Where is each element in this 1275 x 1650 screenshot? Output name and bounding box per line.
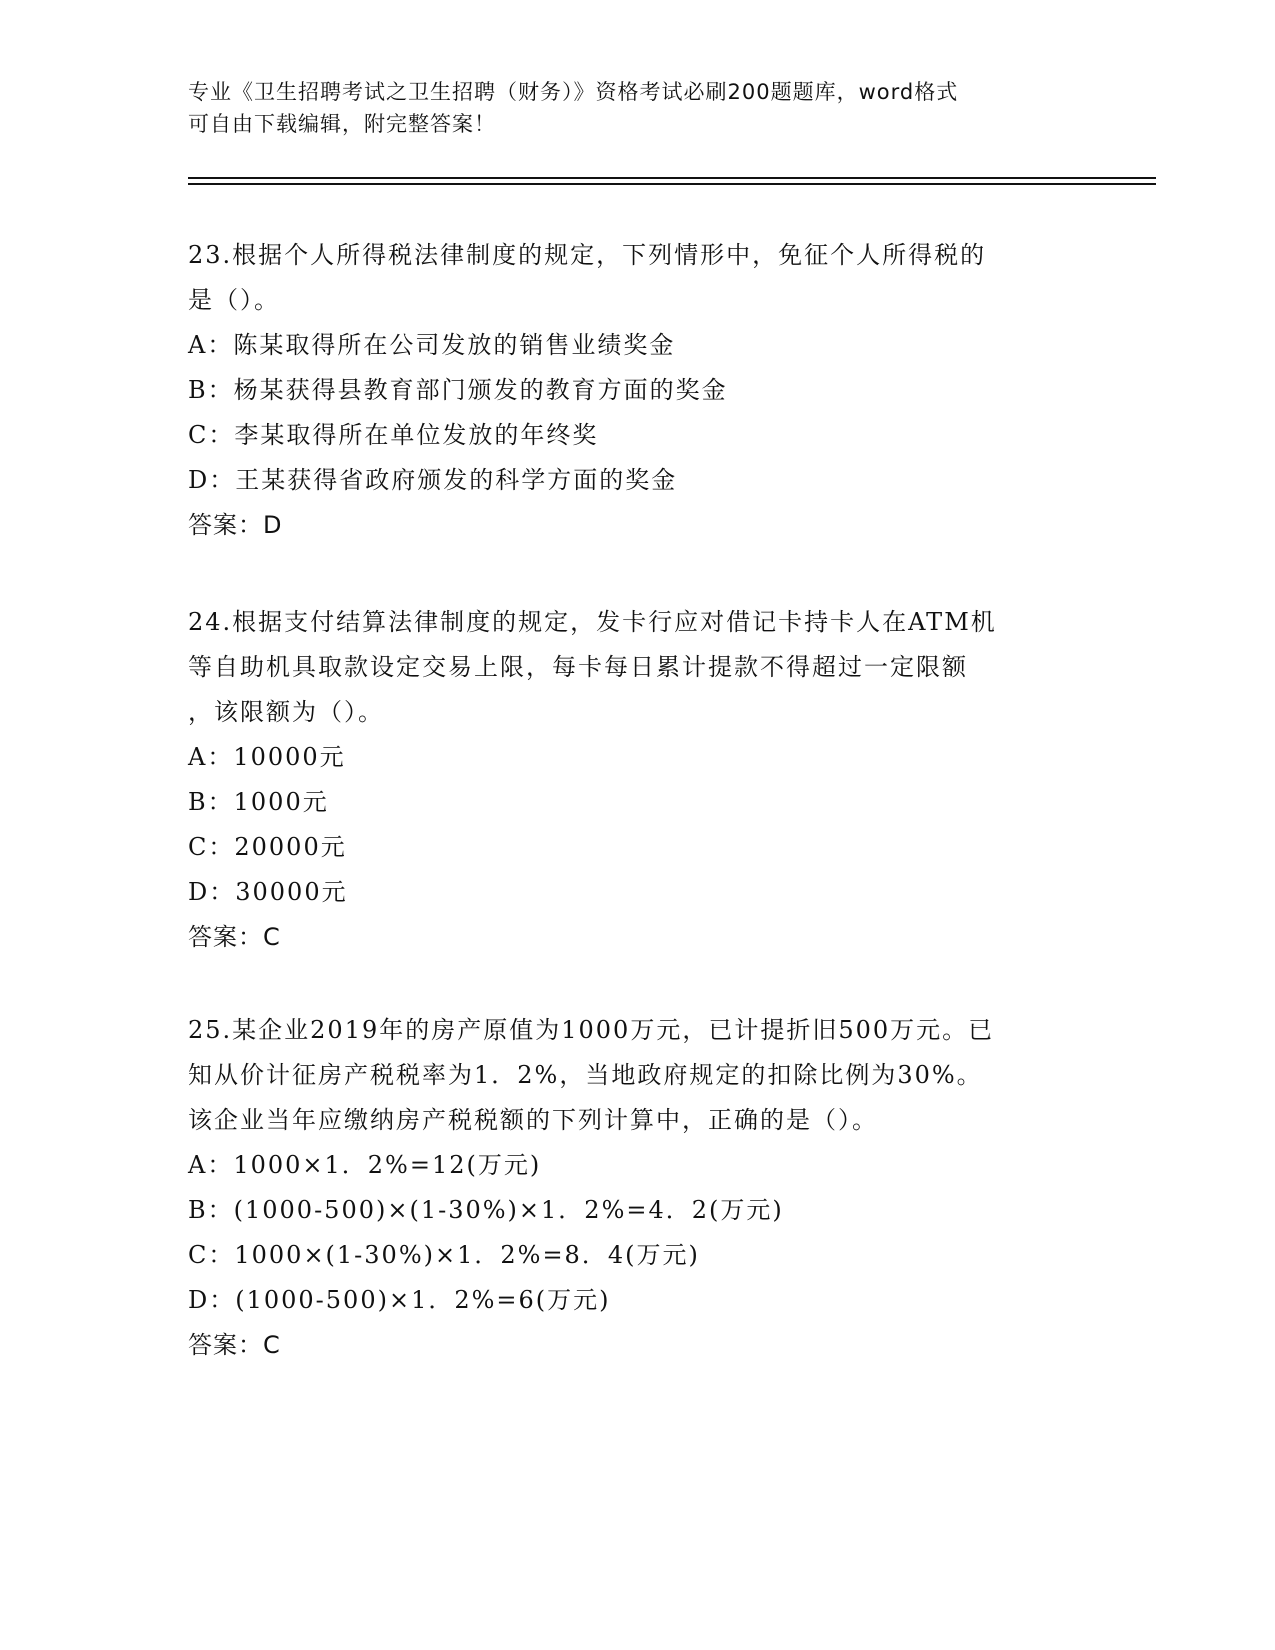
question-25 <box>188 1008 1088 1368</box>
header-line-2: 可自由下载编辑，附完整答案！ <box>188 112 496 136</box>
question-stem-line: ，该限额为（）。 <box>188 698 384 726</box>
header-line-1: 专业《卫生招聘考试之卫生招聘（财务）》资格考试必刷200题题库，word格式 <box>188 80 959 104</box>
question-stem-line: 25.某企业2019年的房产原值为1000万元，已计提折旧500万元。已 <box>188 1016 995 1044</box>
question-stem-line: 是（）。 <box>188 286 280 314</box>
question-stem-line: 该企业当年应缴纳房产税税额的下列计算中，正确的是（）。 <box>188 1106 878 1134</box>
question-stem-line: 等自助机具取款设定交易上限，每卡每日累计提款不得超过一定限额 <box>188 653 968 681</box>
header-divider-top <box>188 177 1156 179</box>
answer-line: 答案：D <box>188 511 283 539</box>
option-b: B：杨某获得县教育部门颁发的教育方面的奖金 <box>188 376 728 404</box>
option-c: C：20000元 <box>188 833 347 861</box>
option-d: D：王某获得省政府颁发的科学方面的奖金 <box>188 466 678 494</box>
option-a: A：10000元 <box>188 743 346 771</box>
answer-line: 答案：C <box>188 923 281 951</box>
question-24 <box>188 600 1088 960</box>
question-stem-line: 24.根据支付结算法律制度的规定，发卡行应对借记卡持卡人在ATM机 <box>188 608 997 636</box>
question-23 <box>188 233 1088 548</box>
question-stem-line: 知从价计征房产税税率为1．2%，当地政府规定的扣除比例为30%。 <box>188 1061 983 1089</box>
option-c: C：1000×(1-30%)×1．2%=8．4(万元) <box>188 1241 700 1269</box>
option-b: B：1000元 <box>188 788 329 816</box>
option-a: A：陈某取得所在公司发放的销售业绩奖金 <box>188 331 676 359</box>
option-d: D：30000元 <box>188 878 348 906</box>
option-d: D：(1000-500)×1．2%=6(万元) <box>188 1286 611 1314</box>
option-a: A：1000×1．2%=12(万元) <box>188 1151 542 1179</box>
header-divider-bottom <box>188 183 1156 185</box>
option-c: C：李某取得所在单位发放的年终奖 <box>188 421 599 449</box>
option-b: B：(1000-500)×(1-30%)×1．2%=4．2(万元) <box>188 1196 784 1224</box>
question-stem-line: 23.根据个人所得税法律制度的规定，下列情形中，免征个人所得税的 <box>188 241 987 269</box>
document-header <box>188 76 1088 140</box>
answer-line: 答案：C <box>188 1331 281 1359</box>
